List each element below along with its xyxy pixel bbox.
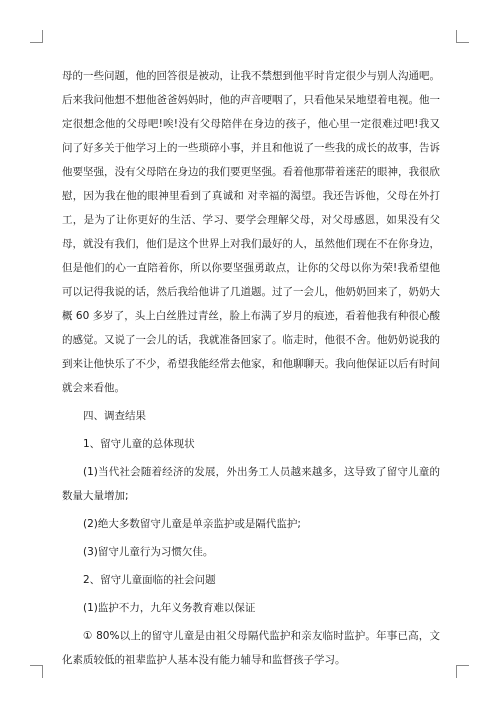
list-item: (3)留守儿童行为习惯欠佳。 — [83, 546, 214, 558]
subsection-heading: 2、留守儿童面临的社会问题 — [83, 574, 216, 586]
crop-mark-bottom-left — [30, 665, 43, 678]
section-heading: 四、调查结果 — [83, 410, 146, 422]
crop-mark-bottom-right — [456, 665, 469, 678]
list-item: (1)当代社会随着经济的发展，外出务工人员越来越多，这导致了留守儿童的数量大量增加; — [62, 466, 440, 502]
subsection-heading: 1、留守儿童的总体现状 — [83, 438, 195, 450]
crop-mark-top-left — [30, 30, 43, 43]
list-item: (2)绝大多数留守儿童是单亲监护或是隔代监护; — [83, 518, 301, 530]
crop-mark-top-right — [456, 30, 469, 43]
list-item: (1)监护不力，九年义务教育难以保证 — [83, 602, 256, 614]
body-paragraph: 母的一些问题，他的回答很是被动，让我不禁想到他平时肯定很少与别人沟通吧。后来我问他想不想他爸爸妈妈时，他的声音哽咽了，只看他呆呆地望着电视。他一定很想念他的父母吧!唉!没有父母陪伴在身边的孩子，他心里一定很难过吧!我又问了好多关于他学习上的一些琐碎小事，并且和他说了一些我的成长的故事，告诉他要坚强，没有父母陪在身边的我们要更坚强。看着他那带着迷茫的眼神，我很欣慰，因为我在他的眼神里看到了真诚和 对幸福的渴望。我还告诉他，父母在外打工，是为了让你更好的生活、学习、要学会理解父母，对父母感恩，如果没有父母，就没有我们，他们是这个世界上对我们最好的人，虽然他们现在不在你身边，但是他们的心一直陪着你，所以你要坚强勇敢点，让你的父母以你为荣!我希望他可以记得我说的话，然后我给他讲了几道题。过了一会儿，他奶奶回来了，奶奶大概 60 多岁了，头上白丝胜过青丝，脸上布满了岁月的痕迹，看着他我有种很心酸的感觉。又说了一会儿的话，我就准备回家了。临走时，他很不舍。他奶奶说我的到来让他快乐了不少，希望我能经常去他家，和他聊聊天。我向他保证以后有时间就会来看他。 — [62, 70, 440, 394]
list-item: ① 80%以上的留守儿童是由祖父母隔代监护和亲友临时监护。年事已高，文化素质较低的祖辈监护人基本没有能力辅导和监督孩子学习。 — [62, 630, 440, 666]
document-body — [62, 64, 440, 672]
